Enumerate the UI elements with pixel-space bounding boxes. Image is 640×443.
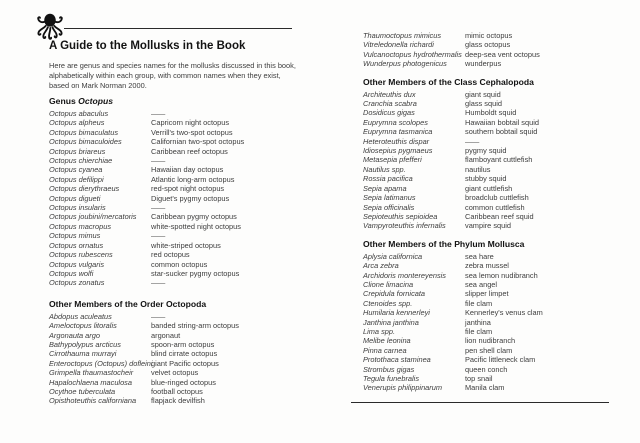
species-name: Octopus briareus xyxy=(49,146,106,156)
common-name: queen conch xyxy=(465,364,508,374)
common-name: red-spot night octopus xyxy=(151,184,225,194)
species-name: Sepioteuthis sepioidea xyxy=(363,211,438,221)
species-name: Euprymna tasmanica xyxy=(363,127,433,137)
species-name: Aplysia californica xyxy=(363,251,423,261)
species-row xyxy=(363,383,615,392)
species-row xyxy=(363,261,615,270)
species-name: Cirrothauma murrayi xyxy=(49,349,117,359)
common-name: argonaut xyxy=(151,330,181,340)
common-name: Capricorn night octopus xyxy=(151,118,230,128)
species-row xyxy=(49,165,345,174)
common-name: spoon-arm octopus xyxy=(151,339,215,349)
species-row xyxy=(49,368,345,377)
common-name: vampire squid xyxy=(465,221,512,231)
species-name: Wunderpus photogenicus xyxy=(363,59,447,69)
intro-line: Here are genus and species names for the mollusks discussed in this book, xyxy=(49,61,296,70)
species-row xyxy=(363,221,615,230)
species-row xyxy=(49,359,345,368)
species-name: Cranchia scabra xyxy=(363,99,417,109)
species-row xyxy=(49,231,345,240)
common-name: Humboldt squid xyxy=(465,108,517,118)
species-row xyxy=(363,31,615,40)
species-row xyxy=(363,137,615,146)
section-heading xyxy=(363,239,615,249)
species-row xyxy=(363,174,615,183)
common-name: wunderpus xyxy=(465,59,502,69)
species-name: Octopus vulgaris xyxy=(49,259,105,269)
no-common-name-dash: —— xyxy=(151,311,165,321)
species-name: Protothaca staminea xyxy=(363,355,431,365)
section-heading-genus: Octopus xyxy=(78,96,113,106)
intro-paragraph xyxy=(49,61,319,91)
common-name: common octopus xyxy=(151,259,208,269)
species-row xyxy=(49,184,345,193)
common-name: velvet octopus xyxy=(151,368,199,378)
species-row xyxy=(49,118,345,127)
common-name: red octopus xyxy=(151,250,190,260)
species-row xyxy=(49,241,345,250)
common-name: flamboyant cuttlefish xyxy=(465,155,533,165)
no-common-name-dash: —— xyxy=(151,109,165,118)
common-name: white-spotted night octopus xyxy=(151,221,241,231)
species-row xyxy=(363,155,615,164)
species-name: Nautilus spp. xyxy=(363,164,406,174)
species-name: Janthina janthina xyxy=(363,317,419,327)
common-name: stubby squid xyxy=(465,174,507,184)
common-name: banded string-arm octopus xyxy=(151,321,239,331)
species-name: Venerupis philippinarum xyxy=(363,383,443,393)
species-name: Arca zebra xyxy=(363,261,399,271)
species-row xyxy=(49,156,345,165)
section-heading-text: Other Members of the Order Octopoda xyxy=(49,298,207,309)
common-name: white-striped octopus xyxy=(151,240,221,250)
species-name: Octopus digueti xyxy=(49,193,101,203)
species-row xyxy=(363,127,615,136)
section-heading xyxy=(363,77,615,87)
species-row xyxy=(49,269,345,278)
common-name: Hawaiian bobtail squid xyxy=(465,117,539,127)
species-name: Ameloctopus litoralis xyxy=(49,321,117,331)
species-name: Metasepia pfefferi xyxy=(363,155,422,165)
species-name: Architeuthis dux xyxy=(363,89,416,99)
section-heading-text: Other Members of the Class Cephalopoda xyxy=(363,76,534,87)
common-name: star-sucker pygmy octopus xyxy=(151,268,240,278)
common-name: Manila clam xyxy=(465,383,505,393)
species-name: Octopus wolfi xyxy=(49,268,94,278)
common-name: Caribbean pygmy octopus xyxy=(151,212,237,222)
common-name: common cuttlefish xyxy=(465,202,525,212)
species-row xyxy=(363,299,615,308)
species-name: Humilaria kennerleyi xyxy=(363,308,430,318)
species-name: Octopus dierythraeus xyxy=(49,184,120,194)
species-block xyxy=(363,239,615,393)
octopus-icon xyxy=(36,12,64,41)
common-name: mimic octopus xyxy=(465,31,513,40)
species-row xyxy=(363,203,615,212)
species-row xyxy=(363,184,615,193)
common-name: Pacific littleneck clam xyxy=(465,355,536,365)
species-block xyxy=(363,77,615,231)
common-name: nautilus xyxy=(465,164,491,174)
species-name: Octopus rubescens xyxy=(49,250,113,260)
species-row xyxy=(49,128,345,137)
species-name: Enteroctopus (Octopus) dofleini xyxy=(49,358,153,368)
species-row xyxy=(49,278,345,287)
common-name: Hawaiian day octopus xyxy=(151,165,224,175)
species-name: Abdopus aculeatus xyxy=(49,311,112,321)
common-name: blind cirrate octopus xyxy=(151,349,218,359)
species-row xyxy=(49,331,345,340)
left-column xyxy=(49,96,345,406)
common-name: Diguet's pygmy octopus xyxy=(151,193,230,203)
species-row xyxy=(363,336,615,345)
species-row xyxy=(363,271,615,280)
common-name: zebra mussel xyxy=(465,261,509,271)
species-row xyxy=(363,308,615,317)
common-name: Atlantic long-arm octopus xyxy=(151,174,235,184)
species-name: Ctenoides spp. xyxy=(363,298,413,308)
common-name: sea hare xyxy=(465,251,494,261)
common-name: Verrill's two-spot octopus xyxy=(151,127,233,137)
species-row xyxy=(49,321,345,330)
species-block xyxy=(49,96,345,288)
intro-line: based on Mark Norman 2000. xyxy=(49,81,147,90)
species-name: Octopus ornatus xyxy=(49,240,104,250)
no-common-name-dash: —— xyxy=(151,203,165,213)
species-name: Sepia apama xyxy=(363,183,407,193)
species-row xyxy=(363,193,615,202)
species-name: Sepia officinalis xyxy=(363,202,415,212)
section-heading-text: Genus xyxy=(49,96,79,106)
species-name: Rossia pacifica xyxy=(363,174,413,184)
species-row xyxy=(363,346,615,355)
common-name: janthina xyxy=(465,317,491,327)
species-row xyxy=(363,40,615,49)
common-name: giant cuttlefish xyxy=(465,183,513,193)
species-name: Octopus joubini/mercatoris xyxy=(49,212,137,222)
common-name: giant Pacific octopus xyxy=(151,358,219,368)
species-row xyxy=(49,212,345,221)
species-name: Octopus defilippi xyxy=(49,174,104,184)
species-row xyxy=(363,365,615,374)
common-name: lion nudibranch xyxy=(465,336,516,346)
species-row xyxy=(49,222,345,231)
common-name: slipper limpet xyxy=(465,289,509,299)
common-name: blue-ringed octopus xyxy=(151,377,216,387)
species-block xyxy=(49,299,345,406)
species-row xyxy=(363,280,615,289)
no-common-name-dash: —— xyxy=(151,156,165,166)
species-row xyxy=(49,250,345,259)
common-name: Caribbean reef octopus xyxy=(151,146,228,156)
species-name: Sepia latimanus xyxy=(363,193,416,203)
section-heading xyxy=(49,96,345,106)
species-row xyxy=(363,289,615,298)
page-title: A Guide to the Mollusks in the Book xyxy=(49,40,246,52)
common-name: sea lemon nudibranch xyxy=(465,270,538,280)
no-common-name-dash: —— xyxy=(151,278,165,288)
species-name: Vampyroteuthis infernalis xyxy=(363,221,446,231)
species-row xyxy=(363,212,615,221)
species-row xyxy=(363,318,615,327)
species-block xyxy=(363,31,615,69)
right-column xyxy=(363,31,615,393)
species-name: Octopus zonatus xyxy=(49,278,105,288)
species-row xyxy=(363,355,615,364)
species-name: Octopus mimus xyxy=(49,231,101,241)
species-name: Ocythoe tuberculata xyxy=(49,386,116,396)
common-name: flapjack devilfish xyxy=(151,396,205,406)
section-heading-text: Other Members of the Phylum Mollusca xyxy=(363,238,525,249)
common-name: sea angel xyxy=(465,279,498,289)
common-name: Caribbean reef squid xyxy=(465,211,534,221)
species-row xyxy=(49,147,345,156)
footer-rule xyxy=(351,402,609,403)
species-row xyxy=(49,340,345,349)
species-name: Archidoris montereyensis xyxy=(363,270,446,280)
species-name: Heteroteuthis dispar xyxy=(363,136,430,146)
species-name: Dosidicus gigas xyxy=(363,108,415,118)
species-name: Octopus bimaculoides xyxy=(49,137,122,147)
species-name: Octopus cyanea xyxy=(49,165,103,175)
common-name: giant squid xyxy=(465,89,501,99)
species-name: Vulcanoctopus hydrothermalis xyxy=(363,49,462,59)
header-rule xyxy=(64,28,292,29)
common-name: Kennerley's venus clam xyxy=(465,308,543,318)
species-row xyxy=(363,146,615,155)
species-name: Pinna carnea xyxy=(363,345,407,355)
species-name: Melibe leonina xyxy=(363,336,411,346)
species-row xyxy=(49,387,345,396)
species-name: Lima spp. xyxy=(363,326,396,336)
species-name: Octopus insularis xyxy=(49,203,106,213)
species-row xyxy=(363,50,615,59)
common-name: glass octopus xyxy=(465,40,511,50)
species-name: Crepidula fornicata xyxy=(363,289,426,299)
common-name: pygmy squid xyxy=(465,146,507,156)
species-name: Idiosepius pygmaeus xyxy=(363,146,433,156)
common-name: southern bobtail squid xyxy=(465,127,538,137)
species-name: Vitreledonella richardi xyxy=(363,40,434,50)
species-name: Grimpella thaumastocheir xyxy=(49,368,134,378)
species-name: Octopus alpheus xyxy=(49,118,105,128)
common-name: football octopus xyxy=(151,386,203,396)
species-row xyxy=(49,194,345,203)
species-name: Opisthoteuthis californiana xyxy=(49,396,137,406)
common-name: file clam xyxy=(465,298,493,308)
no-common-name-dash: —— xyxy=(465,136,479,146)
species-row xyxy=(363,252,615,261)
species-row xyxy=(49,396,345,405)
common-name: glass squid xyxy=(465,99,502,109)
common-name: broadclub cuttlefish xyxy=(465,193,529,203)
species-name: Euprymna scolopes xyxy=(363,117,428,127)
species-row xyxy=(49,260,345,269)
species-name: Hapalochlaena maculosa xyxy=(49,377,132,387)
species-row xyxy=(363,327,615,336)
species-name: Strombus gigas xyxy=(363,364,415,374)
species-name: Argonauta argo xyxy=(49,330,100,340)
species-name: Octopus chierchiae xyxy=(49,156,113,166)
species-row xyxy=(363,118,615,127)
species-name: Octopus abaculus xyxy=(49,109,109,118)
species-name: Clione limacina xyxy=(363,279,414,289)
common-name: top snail xyxy=(465,374,493,383)
species-row xyxy=(49,109,345,118)
species-name: Octopus bimaculatus xyxy=(49,127,119,137)
species-name: Bathypolypus arcticus xyxy=(49,339,121,349)
common-name: pen shell clam xyxy=(465,345,513,355)
species-row xyxy=(363,165,615,174)
intro-line: alphabetically within each group, with common names when they exist, xyxy=(49,71,281,80)
species-row xyxy=(49,203,345,212)
species-row xyxy=(49,312,345,321)
no-common-name-dash: —— xyxy=(151,231,165,241)
common-name: file clam xyxy=(465,326,493,336)
common-name: Californian two-spot octopus xyxy=(151,137,245,147)
species-row xyxy=(363,90,615,99)
species-name: Thaumoctopus mimicus xyxy=(363,31,442,40)
common-name: deep-sea vent octopus xyxy=(465,49,540,59)
species-name: Tegula funebralis xyxy=(363,374,420,383)
species-row xyxy=(363,108,615,117)
species-name: Octopus macropus xyxy=(49,221,112,231)
species-row xyxy=(363,59,615,68)
section-heading xyxy=(49,299,345,309)
species-row xyxy=(363,374,615,383)
species-row xyxy=(49,137,345,146)
species-row xyxy=(49,349,345,358)
species-row xyxy=(363,99,615,108)
species-row xyxy=(49,378,345,387)
species-row xyxy=(49,175,345,184)
